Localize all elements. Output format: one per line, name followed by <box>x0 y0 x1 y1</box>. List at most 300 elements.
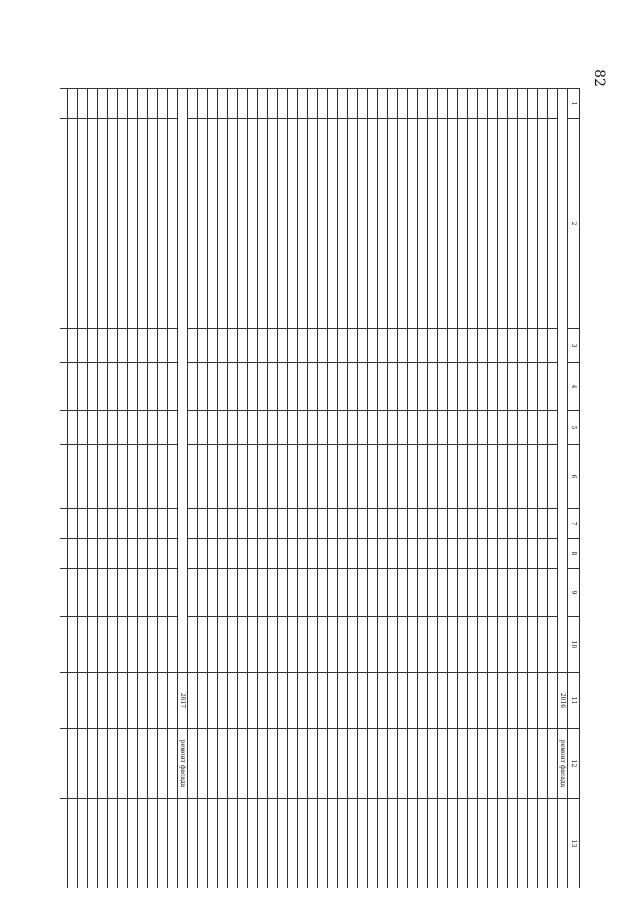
table-cell <box>68 89 78 119</box>
table-cell <box>78 119 88 329</box>
table-cell <box>418 89 428 119</box>
table-cell <box>388 89 398 119</box>
table-cell <box>78 673 88 729</box>
table-cell <box>168 89 178 119</box>
table-cell <box>438 617 448 673</box>
table-cell <box>328 539 338 569</box>
table-cell <box>488 329 498 363</box>
table-cell <box>158 445 168 509</box>
table-cell <box>518 673 528 729</box>
table-cell <box>248 617 258 673</box>
table-cell <box>418 119 428 329</box>
table-cell <box>238 799 248 889</box>
table-cell <box>338 329 348 363</box>
table-cell <box>158 617 168 673</box>
table-cell <box>448 329 458 363</box>
table-cell <box>108 729 118 799</box>
table-cell <box>448 617 458 673</box>
table-cell <box>538 411 548 445</box>
table-row <box>258 89 268 889</box>
table-cell <box>378 617 388 673</box>
table-cell <box>538 119 548 329</box>
table-cell <box>498 411 508 445</box>
table-row <box>60 89 68 889</box>
table-cell <box>498 569 508 617</box>
table-cell <box>298 617 308 673</box>
table-cell <box>468 729 478 799</box>
table-cell <box>468 799 478 889</box>
table-cell <box>198 799 208 889</box>
table-row <box>188 89 198 889</box>
table-row <box>228 89 238 889</box>
table-cell <box>78 329 88 363</box>
table-cell <box>138 329 148 363</box>
table-cell <box>528 729 538 799</box>
table-cell <box>298 509 308 539</box>
table-cell <box>338 445 348 509</box>
table-cell <box>118 411 128 445</box>
table-cell <box>88 363 98 411</box>
table-cell <box>188 329 198 363</box>
table-cell <box>238 119 248 329</box>
table-cell <box>318 363 328 411</box>
table-row <box>428 89 438 889</box>
table-cell <box>158 673 168 729</box>
table-cell <box>308 509 318 539</box>
table-cell <box>348 729 358 799</box>
table-cell <box>388 673 398 729</box>
table-cell <box>328 799 338 889</box>
group-work-type-2017: ремонт фасада <box>178 729 188 799</box>
table-cell <box>198 445 208 509</box>
table-row <box>448 89 458 889</box>
table-cell <box>388 617 398 673</box>
table-cell <box>408 799 418 889</box>
table-cell <box>518 329 528 363</box>
table-cell <box>298 89 308 119</box>
table-cell <box>258 329 268 363</box>
table-cell <box>148 729 158 799</box>
table-cell <box>278 363 288 411</box>
table-cell <box>548 119 558 329</box>
table-cell <box>478 119 488 329</box>
table-cell <box>368 445 378 509</box>
table-cell <box>478 329 488 363</box>
table-cell <box>458 411 468 445</box>
table-row <box>438 89 448 889</box>
table-cell <box>448 89 458 119</box>
table-row <box>328 89 338 889</box>
table-cell <box>438 411 448 445</box>
table-cell <box>548 539 558 569</box>
table-cell <box>438 89 448 119</box>
table-cell <box>158 729 168 799</box>
table-cell <box>488 89 498 119</box>
table-cell <box>258 569 268 617</box>
table-cell <box>60 617 68 673</box>
table-cell <box>248 363 258 411</box>
table-cell <box>338 363 348 411</box>
table-cell <box>328 363 338 411</box>
table-cell <box>168 411 178 445</box>
table-cell <box>458 673 468 729</box>
table-cell <box>498 617 508 673</box>
table-cell <box>98 119 108 329</box>
column-number-12: 12 <box>568 729 580 799</box>
table-cell <box>398 569 408 617</box>
table-cell <box>398 411 408 445</box>
table-cell <box>308 569 318 617</box>
table-cell <box>288 569 298 617</box>
table-row <box>268 89 278 889</box>
table-cell <box>548 729 558 799</box>
table-cell <box>198 89 208 119</box>
table-cell <box>358 509 368 539</box>
table-cell <box>198 329 208 363</box>
table-cell <box>358 89 368 119</box>
table-cell <box>68 673 78 729</box>
table-cell <box>138 119 148 329</box>
table-cell <box>248 445 258 509</box>
table-cell <box>208 673 218 729</box>
table-cell <box>208 509 218 539</box>
table-cell <box>88 509 98 539</box>
table-cell <box>68 569 78 617</box>
table-cell <box>68 411 78 445</box>
table-cell <box>528 539 538 569</box>
table-cell <box>458 729 468 799</box>
table-cell <box>108 617 118 673</box>
table-cell <box>548 569 558 617</box>
table-cell <box>148 445 158 509</box>
table-cell <box>268 799 278 889</box>
table-cell <box>368 509 378 539</box>
table-cell <box>278 445 288 509</box>
table-cell <box>88 569 98 617</box>
table-cell <box>498 363 508 411</box>
table-cell <box>248 89 258 119</box>
table-row <box>208 89 218 889</box>
table-cell <box>78 411 88 445</box>
table-cell <box>548 363 558 411</box>
table-cell <box>408 89 418 119</box>
table-cell <box>508 617 518 673</box>
table-cell <box>548 617 558 673</box>
table-cell <box>228 329 238 363</box>
table-cell <box>288 363 298 411</box>
table-cell <box>548 329 558 363</box>
table-cell <box>228 119 238 329</box>
table-cell <box>388 363 398 411</box>
table-cell <box>238 569 248 617</box>
table-cell <box>68 509 78 539</box>
table-cell <box>158 569 168 617</box>
table-cell <box>288 539 298 569</box>
table-row <box>338 89 348 889</box>
table-cell <box>398 729 408 799</box>
table-cell <box>278 89 288 119</box>
table-cell <box>118 509 128 539</box>
table-cell <box>108 411 118 445</box>
table-cell <box>148 539 158 569</box>
column-number-5: 5 <box>568 411 580 445</box>
table-cell <box>128 363 138 411</box>
table-cell <box>518 539 528 569</box>
table-cell <box>328 673 338 729</box>
table-cell <box>268 89 278 119</box>
table-cell <box>398 119 408 329</box>
table-cell <box>248 411 258 445</box>
table-row <box>158 89 168 889</box>
table-row <box>98 89 108 889</box>
table-cell <box>218 363 228 411</box>
table-cell <box>538 569 548 617</box>
table-cell <box>98 729 108 799</box>
table-cell <box>468 363 478 411</box>
table-cell <box>498 509 508 539</box>
table-cell <box>338 729 348 799</box>
table-cell <box>468 569 478 617</box>
group-work-type-2016: ремонт фасада <box>558 729 568 799</box>
table-row <box>118 89 128 889</box>
table-cell <box>518 411 528 445</box>
table-cell <box>438 509 448 539</box>
table-cell <box>298 363 308 411</box>
table-cell <box>158 119 168 329</box>
table-cell <box>78 445 88 509</box>
table-cell <box>438 445 448 509</box>
table-cell <box>478 729 488 799</box>
table-cell <box>548 799 558 889</box>
table-cell <box>468 445 478 509</box>
table-cell <box>108 569 118 617</box>
table-cell <box>98 445 108 509</box>
table-cell <box>378 799 388 889</box>
table-cell <box>388 799 398 889</box>
table-row <box>198 89 208 889</box>
table-cell <box>298 729 308 799</box>
table-cell <box>228 569 238 617</box>
table-cell <box>88 329 98 363</box>
table-cell <box>358 673 368 729</box>
table-cell <box>408 729 418 799</box>
table-row <box>88 89 98 889</box>
table-cell <box>428 89 438 119</box>
column-number-1: 1 <box>568 89 580 119</box>
table-cell <box>268 329 278 363</box>
table-cell <box>448 119 458 329</box>
table-cell <box>318 411 328 445</box>
table-cell <box>98 539 108 569</box>
table-cell <box>368 617 378 673</box>
group-header-spacer <box>178 89 188 673</box>
table-cell <box>218 445 228 509</box>
table-row <box>488 89 498 889</box>
table-cell <box>288 617 298 673</box>
table-cell <box>198 729 208 799</box>
table-cell <box>348 673 358 729</box>
table-cell <box>208 119 218 329</box>
table-cell <box>218 509 228 539</box>
table-cell <box>368 673 378 729</box>
table-cell <box>228 509 238 539</box>
table-cell <box>288 445 298 509</box>
table-cell <box>168 799 178 889</box>
table-cell <box>288 329 298 363</box>
table-cell <box>208 729 218 799</box>
table-cell <box>388 119 398 329</box>
table-cell <box>128 617 138 673</box>
table-cell <box>308 799 318 889</box>
table-cell <box>198 569 208 617</box>
table-cell <box>60 119 68 329</box>
table-cell <box>328 119 338 329</box>
table-cell <box>88 411 98 445</box>
table-cell <box>268 411 278 445</box>
table-cell <box>278 673 288 729</box>
table-cell <box>428 509 438 539</box>
table-cell <box>508 445 518 509</box>
table-cell <box>428 569 438 617</box>
table-cell <box>158 799 168 889</box>
table-cell <box>228 411 238 445</box>
table-row <box>458 89 468 889</box>
table-cell <box>268 569 278 617</box>
table-cell <box>368 569 378 617</box>
table-cell <box>258 729 268 799</box>
table-row <box>508 89 518 889</box>
table-cell <box>408 617 418 673</box>
table-cell <box>418 617 428 673</box>
table-cell <box>368 329 378 363</box>
table-cell <box>288 799 298 889</box>
table-cell <box>258 617 268 673</box>
table-cell <box>88 539 98 569</box>
table-body <box>60 89 568 889</box>
table-cell <box>508 729 518 799</box>
table-cell <box>168 673 178 729</box>
table-cell <box>508 329 518 363</box>
table-row <box>518 89 528 889</box>
table-cell <box>168 363 178 411</box>
page-number: 82 <box>590 69 607 87</box>
table-cell <box>228 617 238 673</box>
table-cell <box>60 445 68 509</box>
table-cell <box>138 539 148 569</box>
table-cell <box>358 329 368 363</box>
table-cell <box>268 729 278 799</box>
table-cell <box>358 445 368 509</box>
table-cell <box>168 539 178 569</box>
table-cell <box>348 799 358 889</box>
table-cell <box>298 119 308 329</box>
table-cell <box>198 509 208 539</box>
table-cell <box>418 329 428 363</box>
table-cell <box>188 363 198 411</box>
table-cell <box>68 617 78 673</box>
table-cell <box>468 89 478 119</box>
table-cell <box>148 617 158 673</box>
table-cell <box>238 509 248 539</box>
table-cell <box>478 673 488 729</box>
table-cell <box>208 569 218 617</box>
table-cell <box>198 363 208 411</box>
table-cell <box>60 799 68 889</box>
table-cell <box>118 673 128 729</box>
table-cell <box>238 445 248 509</box>
table-row <box>278 89 288 889</box>
table-cell <box>418 799 428 889</box>
table-cell <box>528 363 538 411</box>
table-cell <box>228 363 238 411</box>
table-cell <box>428 119 438 329</box>
table-cell <box>148 329 158 363</box>
table-cell <box>458 569 468 617</box>
table-cell <box>408 539 418 569</box>
table-cell <box>128 445 138 509</box>
table-row <box>238 89 248 889</box>
table-cell <box>518 89 528 119</box>
table-cell <box>98 617 108 673</box>
table-cell <box>78 569 88 617</box>
table-cell <box>78 509 88 539</box>
table-cell <box>108 539 118 569</box>
table-cell <box>348 363 358 411</box>
table-cell <box>388 411 398 445</box>
table-cell <box>348 509 358 539</box>
table-cell <box>308 729 318 799</box>
table-cell <box>398 539 408 569</box>
table-cell <box>88 445 98 509</box>
table-cell <box>458 617 468 673</box>
table-cell <box>528 569 538 617</box>
table-cell <box>128 89 138 119</box>
table-cell <box>268 673 278 729</box>
table-cell <box>478 799 488 889</box>
table-cell <box>398 89 408 119</box>
table-cell <box>518 119 528 329</box>
table-cell <box>208 411 218 445</box>
table-cell <box>228 539 238 569</box>
table-cell <box>278 509 288 539</box>
table-cell <box>398 673 408 729</box>
table-cell <box>138 799 148 889</box>
table-cell <box>508 539 518 569</box>
table-row <box>168 89 178 889</box>
table-cell <box>60 363 68 411</box>
table-cell <box>218 617 228 673</box>
table-cell <box>548 509 558 539</box>
table-cell <box>188 119 198 329</box>
table-row <box>218 89 228 889</box>
table-cell <box>428 729 438 799</box>
table-cell <box>68 729 78 799</box>
table-cell <box>528 411 538 445</box>
table-cell <box>318 617 328 673</box>
table-cell <box>68 329 78 363</box>
table-cell <box>208 799 218 889</box>
table-cell <box>428 363 438 411</box>
table-cell <box>308 539 318 569</box>
table-cell <box>78 799 88 889</box>
table-row <box>468 89 478 889</box>
table-cell <box>78 539 88 569</box>
table-cell <box>438 119 448 329</box>
table-cell <box>268 539 278 569</box>
table-cell <box>478 411 488 445</box>
table-cell <box>248 569 258 617</box>
table-cell <box>138 509 148 539</box>
